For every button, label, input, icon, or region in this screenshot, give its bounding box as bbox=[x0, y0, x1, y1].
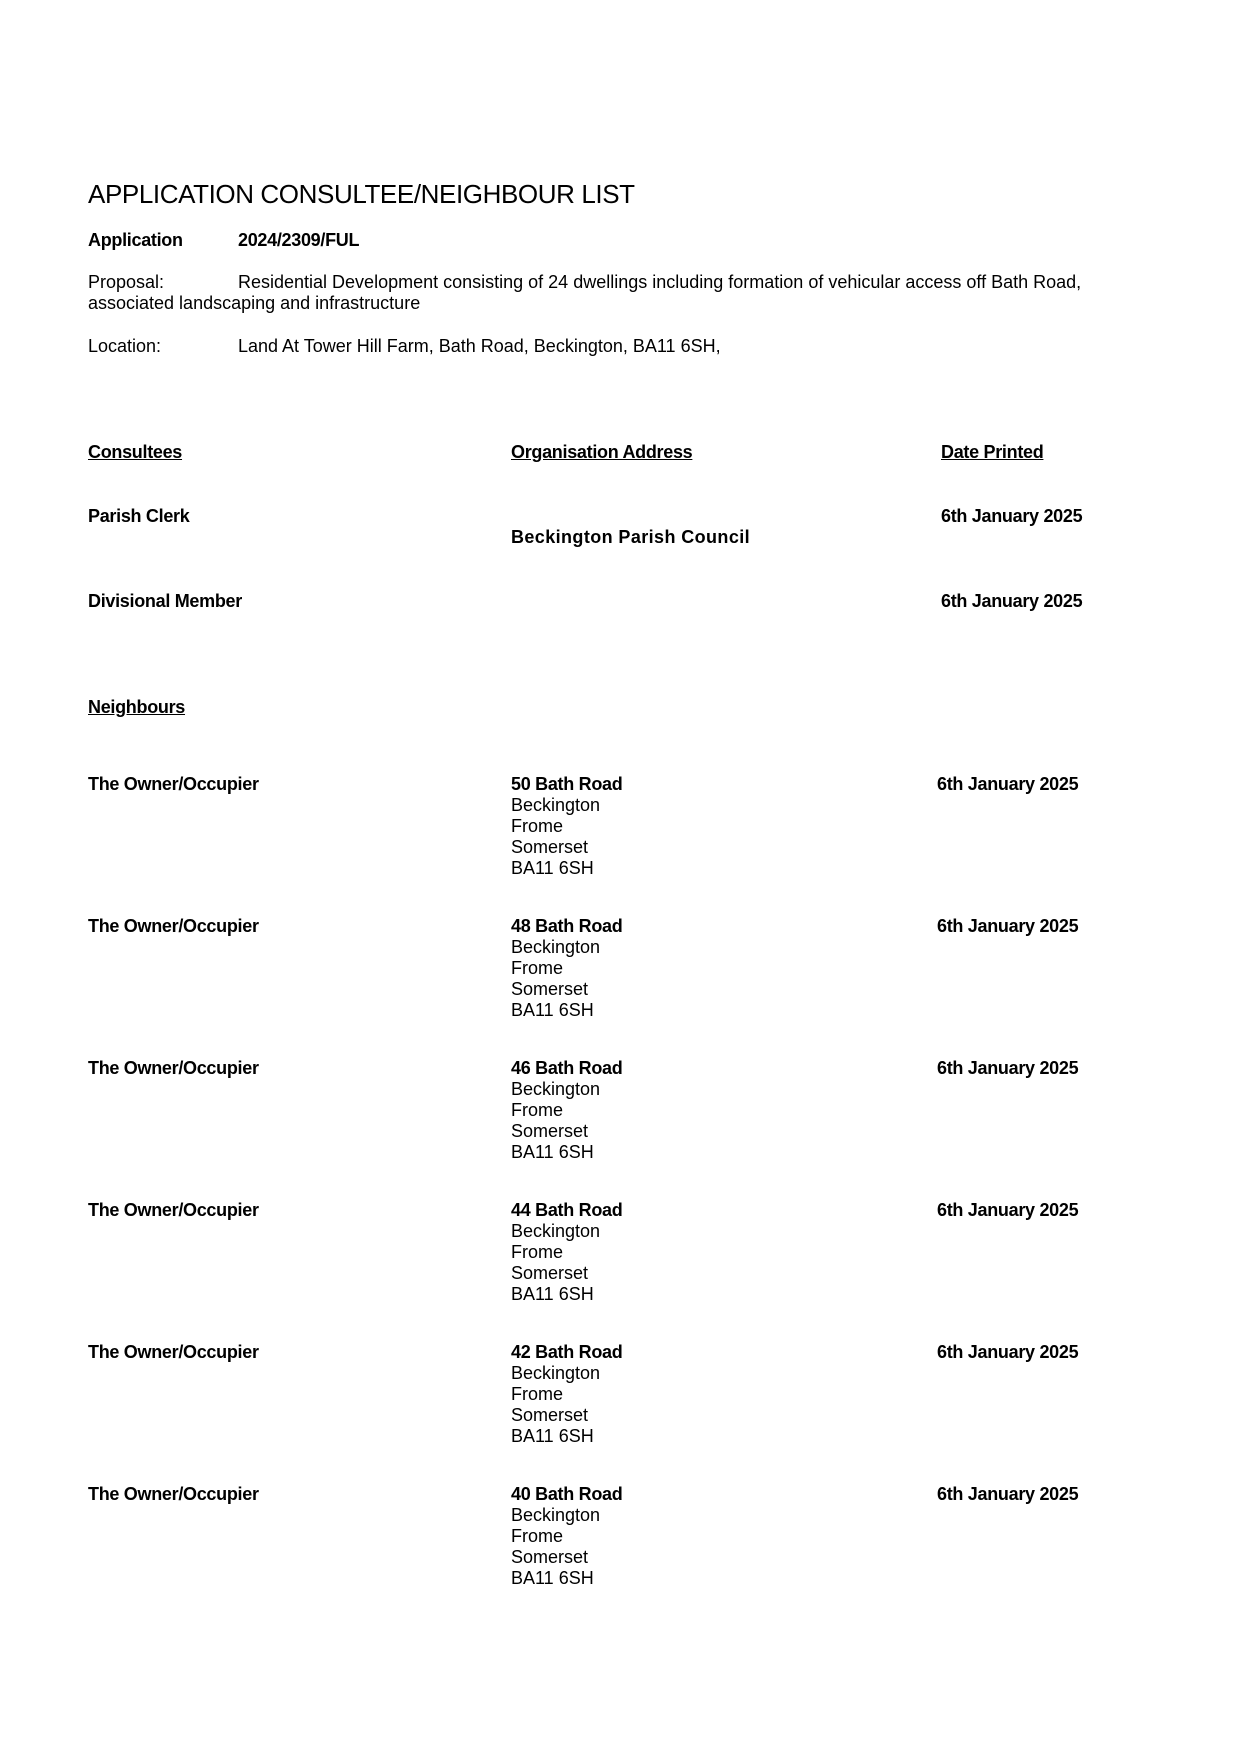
neighbour-name: The Owner/Occupier bbox=[88, 1342, 259, 1362]
page-title: APPLICATION CONSULTEE/NEIGHBOUR LIST bbox=[88, 179, 635, 209]
application-label: Application bbox=[88, 230, 183, 250]
consultee-organisation: Beckington Parish Council bbox=[511, 527, 751, 547]
date-header: Date Printed bbox=[941, 442, 1044, 462]
consultee-name: Parish Clerk bbox=[88, 506, 190, 526]
neighbour-address: 48 Bath Road Beckington Frome Somerset BA11 6SH bbox=[511, 916, 623, 1020]
neighbour-address: 50 Bath Road Beckington Frome Somerset BA11 6SH bbox=[511, 774, 623, 878]
neighbour-address: 42 Bath Road Beckington Frome Somerset BA11 6SH bbox=[511, 1342, 623, 1446]
neighbours-header: Neighbours bbox=[88, 697, 186, 717]
consultees-header: Consultees bbox=[88, 442, 183, 462]
neighbour-name: The Owner/Occupier bbox=[88, 774, 259, 794]
application-number: 2024/2309/FUL bbox=[238, 230, 360, 250]
address-header: Organisation Address bbox=[511, 442, 693, 462]
neighbour-name: The Owner/Occupier bbox=[88, 1484, 259, 1504]
neighbour-name: The Owner/Occupier bbox=[88, 1200, 259, 1220]
neighbour-address: 40 Bath Road Beckington Frome Somerset BA11 6SH bbox=[511, 1484, 623, 1588]
neighbour-date: 6th January 2025 bbox=[937, 1484, 1079, 1504]
neighbour-date: 6th January 2025 bbox=[937, 1058, 1079, 1078]
neighbour-date: 6th January 2025 bbox=[937, 916, 1079, 936]
location-label: Location: bbox=[88, 336, 162, 356]
neighbour-name: The Owner/Occupier bbox=[88, 916, 259, 936]
consultee-name: Divisional Member bbox=[88, 591, 242, 611]
neighbour-date: 6th January 2025 bbox=[937, 774, 1079, 794]
consultee-date: 6th January 2025 bbox=[941, 506, 1083, 526]
consultee-date: 6th January 2025 bbox=[941, 591, 1083, 611]
location-value: Land At Tower Hill Farm, Bath Road, Beckington, BA11 6SH, bbox=[238, 336, 721, 356]
proposal-label: Proposal: bbox=[88, 272, 165, 292]
neighbour-address: 46 Bath Road Beckington Frome Somerset BA11 6SH bbox=[511, 1058, 623, 1162]
neighbour-address: 44 Bath Road Beckington Frome Somerset BA11 6SH bbox=[511, 1200, 623, 1304]
proposal-text: Residential Development consisting of 24 dwellings including formation of vehicular access off Bath Road, associated landscaping and infrastructure bbox=[88, 272, 1082, 313]
neighbour-date: 6th January 2025 bbox=[937, 1342, 1079, 1362]
neighbour-date: 6th January 2025 bbox=[937, 1200, 1079, 1220]
neighbour-name: The Owner/Occupier bbox=[88, 1058, 259, 1078]
